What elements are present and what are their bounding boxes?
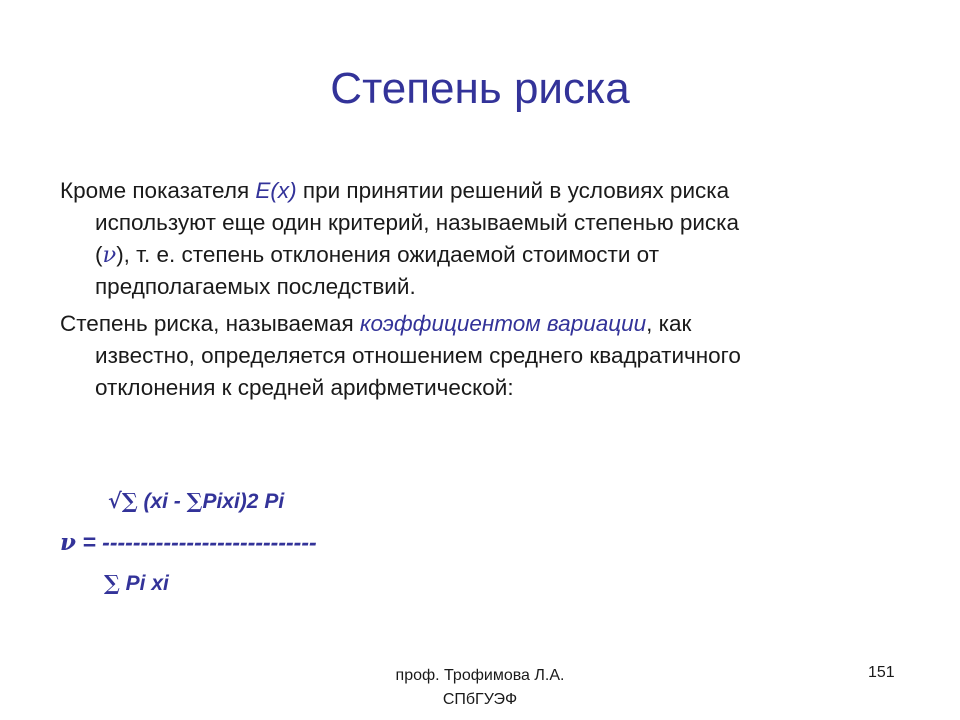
para2-line2: известно, определяется отношением среднего квадратичного	[95, 343, 741, 368]
open-paren: (	[95, 242, 103, 267]
nu-symbol: ν	[60, 529, 76, 556]
para2-line1-end: , как	[646, 311, 692, 336]
sum-symbol: ∑	[186, 488, 203, 513]
para1-line1-text: Кроме показателя	[60, 178, 256, 203]
numerator-text: (xi -	[137, 490, 187, 513]
paragraph-1	[60, 175, 880, 303]
formula-denominator	[104, 570, 169, 596]
sum-symbol: ∑	[104, 570, 120, 595]
expected-value-term: E(x)	[255, 178, 297, 203]
para2-line1-text: Степень риска, называемая	[60, 311, 360, 336]
sum-symbol: ∑	[121, 488, 138, 513]
formula-numerator	[108, 488, 284, 514]
slide-title: Степень риска	[330, 64, 630, 113]
para1-line3	[60, 239, 880, 271]
variation-coefficient-term: коэффициентом вариации	[359, 311, 647, 336]
slide-footer	[330, 664, 630, 712]
para2-line1	[60, 308, 880, 340]
paragraph-2	[60, 308, 880, 404]
numerator-text-end: Pixi)2 Pi	[202, 490, 285, 513]
footer-org: СПбГУЭФ	[442, 691, 518, 708]
fraction-bar: = ----------------------------	[75, 529, 317, 555]
para1-line1	[60, 175, 880, 207]
nu-symbol: ν	[102, 242, 117, 268]
sqrt-symbol: √	[108, 488, 122, 513]
para1-line1-end: при принятии решений в условиях риска	[296, 178, 730, 203]
formula-fraction-line	[60, 529, 317, 556]
page-number: 151	[868, 664, 895, 681]
para2-line3: отклонения к средней арифметической:	[95, 375, 514, 400]
para1-line2: используют еще один критерий, называемый степенью риска	[95, 210, 740, 235]
denominator-text: Pi xi	[119, 572, 169, 595]
footer-author: проф. Трофимова Л.А.	[395, 667, 565, 684]
para1-line3-text: ), т. е. степень отклонения ожидаемой стоимости от	[116, 242, 660, 267]
para1-line4: предполагаемых последствий.	[95, 274, 416, 299]
